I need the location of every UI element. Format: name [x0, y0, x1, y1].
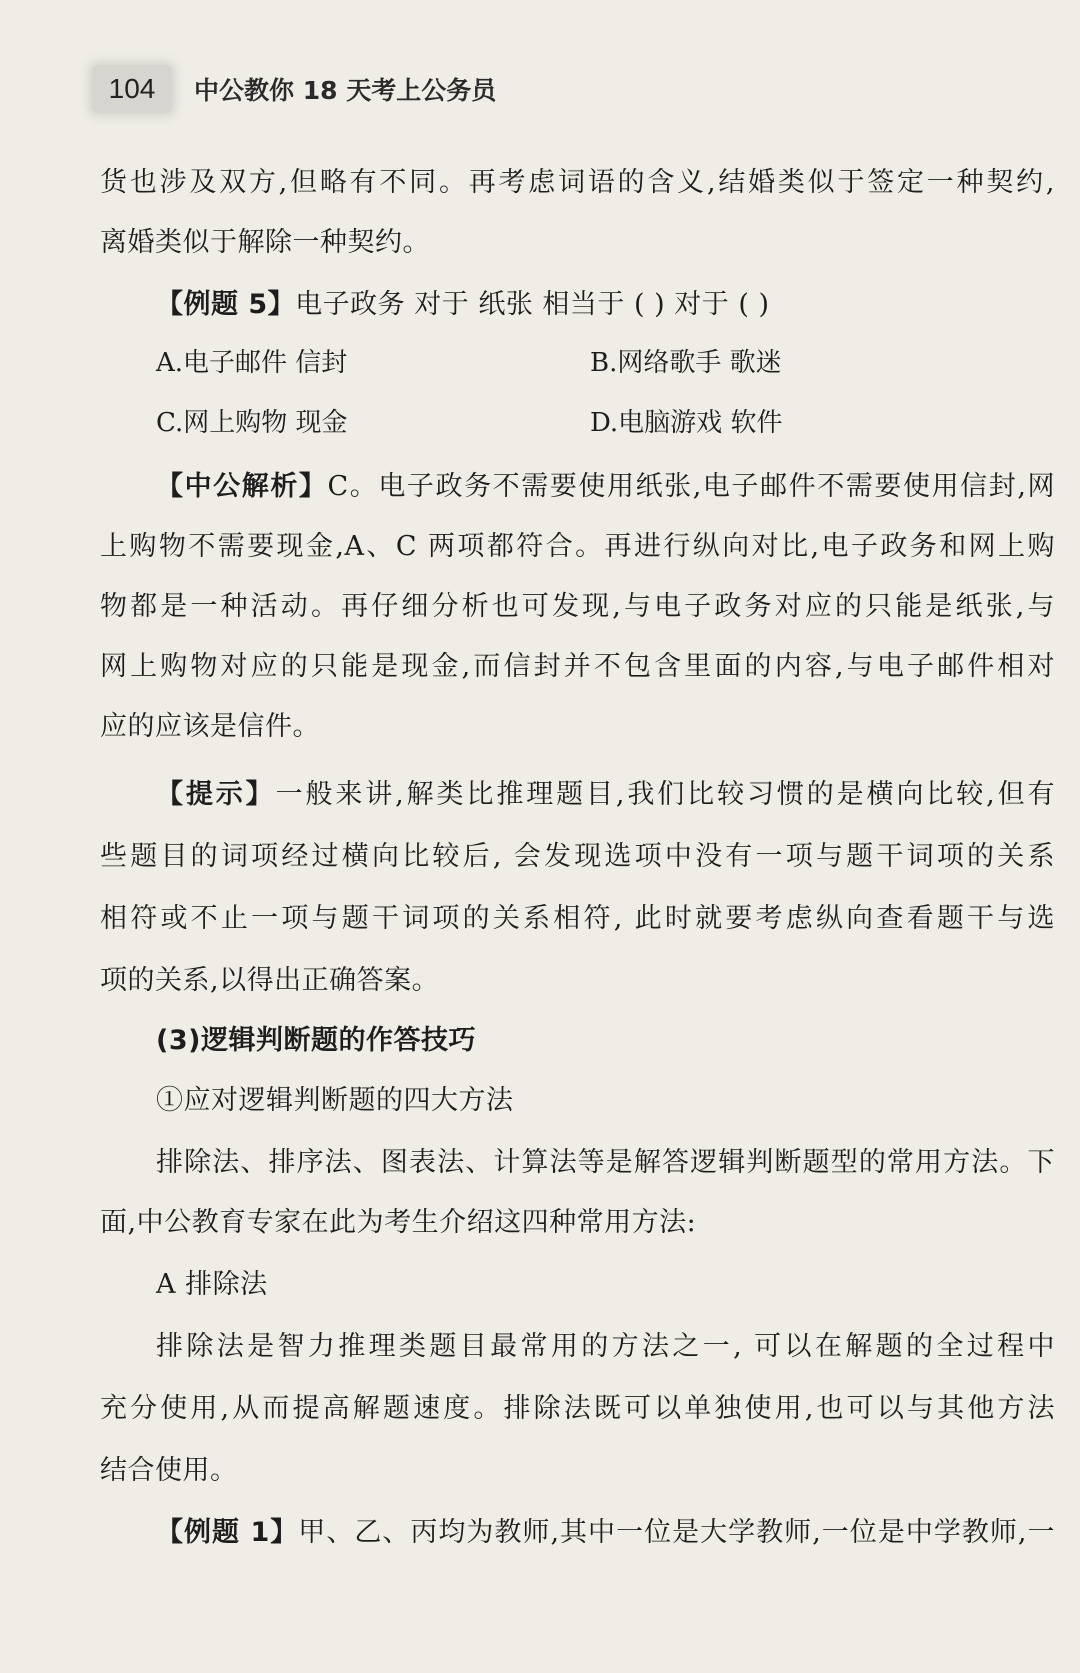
section-subheading: ①应对逻辑判断题的四大方法 — [156, 1085, 514, 1116]
page-number: 104 — [92, 65, 172, 113]
paragraph-line: 面,中公教育专家在此为考生介绍这四种常用方法: — [100, 1207, 697, 1238]
analysis-tag: 【中公解析】 — [156, 471, 328, 502]
option-b: B.网络歌手 歌迷 — [590, 348, 782, 378]
section-heading: (3)逻辑判断题的作答技巧 — [156, 1025, 476, 1056]
example-5-question: 电子政务 对于 纸张 相当于 ( ) 对于 ( ) — [295, 289, 770, 320]
hint-text: 一般来讲,解类比推理题目,我们比较习惯的是横向比较,但有 — [275, 779, 1056, 810]
hint-line: 些题目的词项经过横向比较后, 会发现选项中没有一项与题干词项的关系 — [100, 841, 1055, 872]
page-header — [92, 62, 496, 116]
analysis-line: 应的应该是信件。 — [100, 711, 320, 742]
hint-tag: 【提示】 — [156, 779, 276, 810]
paragraph-line: 排除法、排序法、图表法、计算法等是解答逻辑判断题型的常用方法。下 — [156, 1147, 1055, 1178]
paragraph-line: 排除法是智力推理类题目最常用的方法之一, 可以在解题的全过程中 — [156, 1331, 1055, 1362]
paragraph-line: 结合使用。 — [100, 1455, 238, 1486]
example-5-tag: 【例题 5】 — [156, 289, 296, 320]
method-title: A 排除法 — [156, 1269, 268, 1300]
hint-line: 相符或不止一项与题干词项的关系相符, 此时就要考虑纵向查看题干与选 — [100, 903, 1055, 934]
paragraph-line: 充分使用,从而提高解题速度。排除法既可以单独使用,也可以与其他方法 — [100, 1393, 1055, 1424]
option-a: A.电子邮件 信封 — [156, 348, 348, 378]
option-c: C.网上购物 现金 — [156, 408, 348, 438]
option-d: D.电脑游戏 软件 — [590, 408, 783, 438]
example-1-text: 甲、乙、丙均为教师,其中一位是大学教师,一位是中学教师,一 — [298, 1517, 1056, 1548]
book-title: 中公教你 18 天考上公务员 — [194, 76, 497, 105]
analysis-line: 物都是一种活动。再仔细分析也可发现,与电子政务对应的只能是纸张,与 — [100, 591, 1055, 622]
example-1-line — [156, 1510, 1055, 1549]
analysis-text: C。电子政务不需要使用纸张,电子邮件不需要使用信封,网 — [327, 471, 1056, 502]
analysis-line: 上购物不需要现金,A、C 两项都符合。再进行纵向对比,电子政务和网上购 — [100, 531, 1055, 562]
paragraph-line: 离婚类似于解除一种契约。 — [100, 227, 430, 258]
example-5-stem — [156, 282, 1055, 321]
hint-line: 项的关系,以得出正确答案。 — [100, 965, 440, 996]
analysis-line — [156, 464, 1055, 503]
analysis-line: 网上购物对应的只能是现金,而信封并不包含里面的内容,与电子邮件相对 — [100, 651, 1055, 682]
hint-line — [156, 772, 1055, 811]
example-1-tag: 【例题 1】 — [156, 1517, 299, 1548]
paragraph-line: 货也涉及双方,但略有不同。再考虑词语的含义,结婚类似于签定一种契约, — [100, 167, 1055, 198]
